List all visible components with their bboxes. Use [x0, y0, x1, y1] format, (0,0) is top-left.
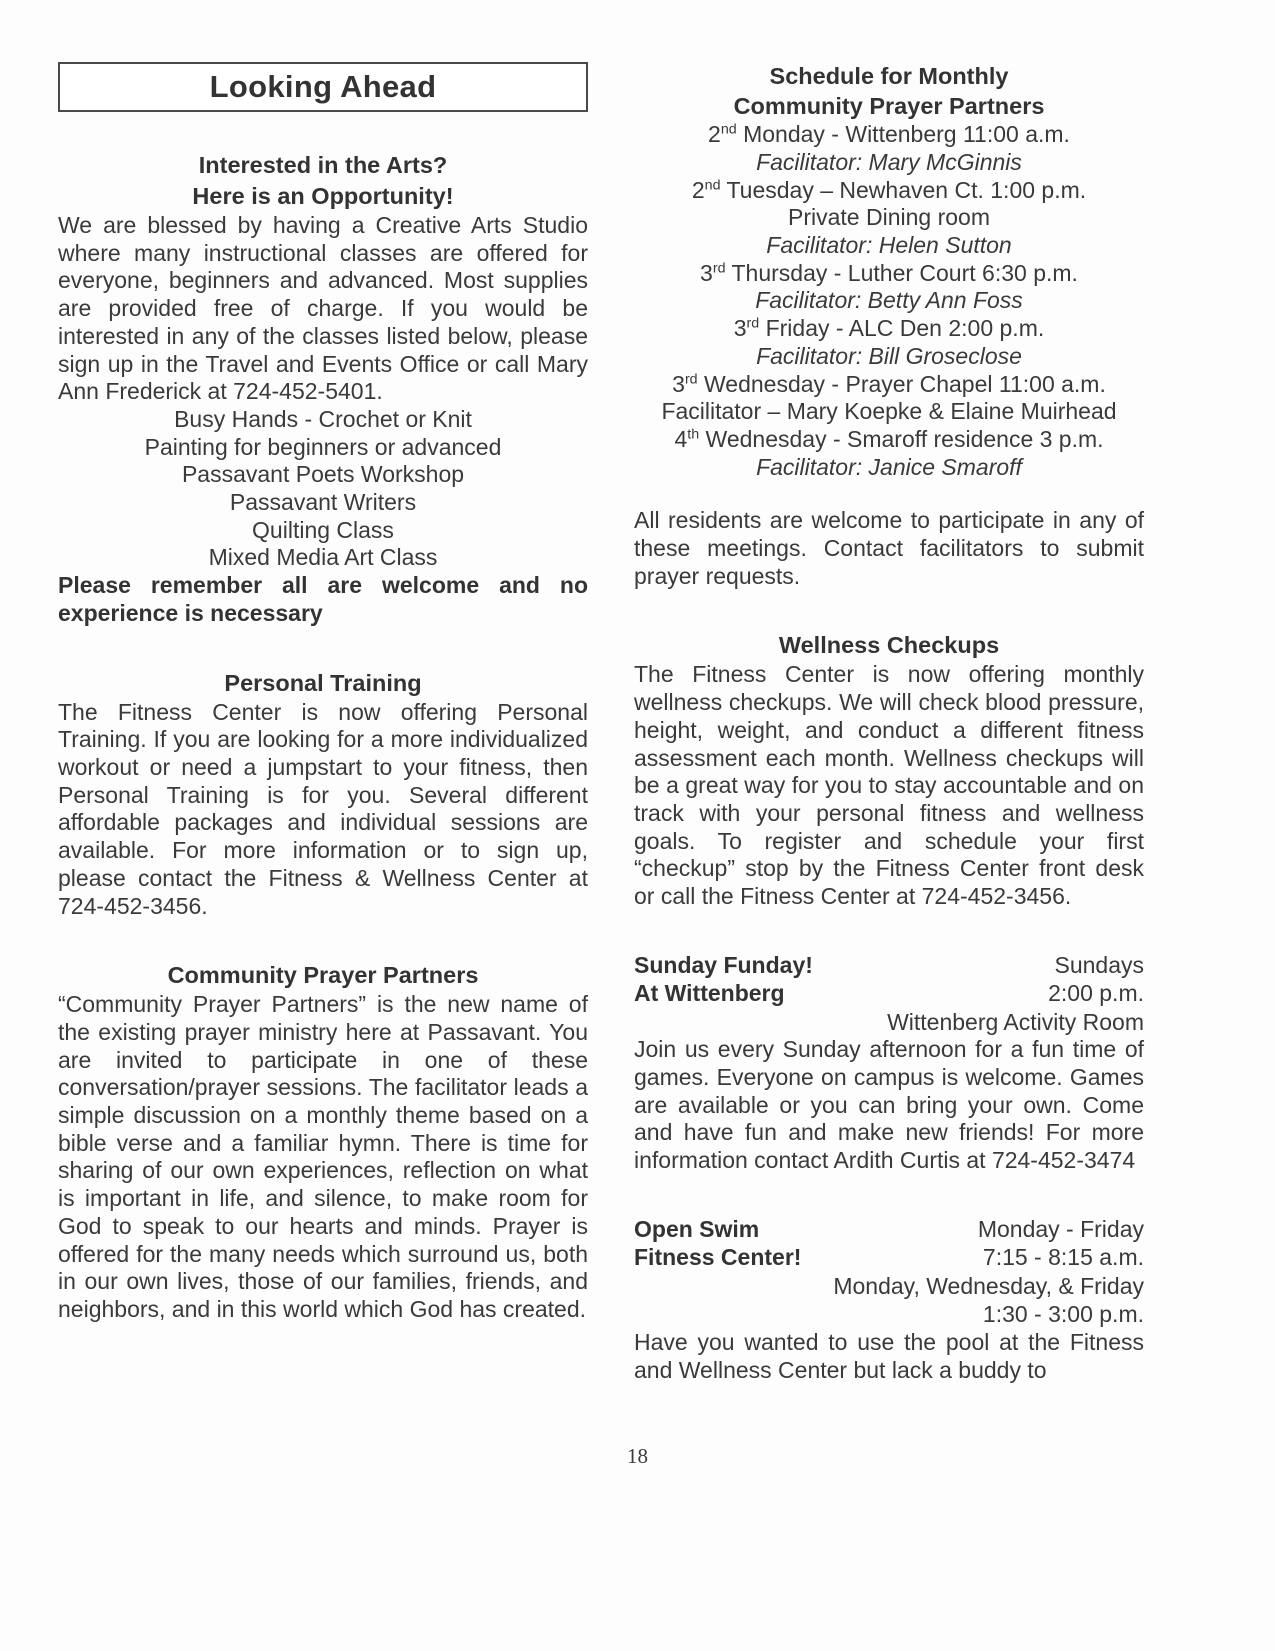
entry-text: Thursday - Luther Court 6:30 p.m. [725, 259, 1078, 286]
two-column-layout [0, 62, 1275, 1384]
sunday-funday-block [634, 951, 1144, 1037]
open-swim-days-1: Monday - Friday [977, 1215, 1144, 1242]
ordinal-number: 2 [691, 176, 705, 203]
schedule-entry-list [634, 121, 1144, 481]
list-item: Mixed Media Art Class [208, 544, 438, 571]
entry-text: Facilitator: Janice Smaroff [756, 453, 1022, 480]
spacer [58, 920, 588, 960]
entry-text: Monday - Wittenberg 11:00 a.m. [736, 121, 1070, 148]
arts-heading-line1: Interested in the Arts? [198, 152, 448, 178]
open-swim-row-1 [634, 1215, 1144, 1244]
ordinal-suffix: nd [720, 121, 737, 138]
spacer [634, 481, 1144, 507]
entry-text: Private Dining room [788, 204, 990, 231]
schedule-heading-line1: Schedule for Monthly [769, 63, 1009, 89]
entry-text: Facilitator: Helen Sutton [766, 232, 1012, 259]
sunday-funday-title-line1: Sunday Funday! [634, 951, 813, 978]
sunday-funday-title-line2: At Wittenberg [634, 980, 785, 1007]
open-swim-time-2: 1:30 - 3:00 p.m. [982, 1301, 1144, 1328]
arts-heading-line2: Here is an Opportunity! [192, 183, 454, 210]
schedule-entry [634, 315, 1144, 343]
left-column [58, 62, 588, 1384]
open-swim-days-2: Monday, Wednesday, & Friday [833, 1272, 1144, 1299]
arts-welcome-note: Please remember all are welcome and no experience is necessary [58, 572, 588, 626]
entry-text: Wednesday - Prayer Chapel 11:00 a.m. [697, 370, 1106, 397]
wellness-checkups-body: The Fitness Center is now offering monthly wellness checkups. We will check blood pressure, height, weight, and conduct a different fitness assessment each month. Wellness checkups will be a great way for you to stay accountable and on track with your personal fitness and wellness goals. To register and schedule your first “checkup” stop by the Fitness Center front desk or call the Fitness Center at 724-452-3456. [634, 661, 1144, 910]
sunday-funday-location: Wittenberg Activity Room [887, 1008, 1144, 1035]
schedule-heading [634, 62, 1144, 121]
entry-text: Tuesday – Newhaven Ct. 1:00 p.m. [720, 176, 1087, 203]
arts-heading [58, 150, 588, 212]
spacer [634, 911, 1144, 951]
schedule-heading-line2: Community Prayer Partners [733, 92, 1045, 119]
ordinal-number: 4 [674, 425, 688, 452]
schedule-note: All residents are welcome to participate in any of these meetings. Contact facilitators to submit prayer requests. [634, 507, 1144, 589]
wellness-checkups-heading: Wellness Checkups [778, 632, 1000, 659]
personal-training-heading: Personal Training [224, 669, 422, 696]
sunday-funday-time: 2:00 p.m. [1048, 980, 1144, 1007]
ordinal-number: 3 [672, 370, 685, 397]
ordinal-suffix: th [687, 426, 700, 443]
arts-body: We are blessed by having a Creative Arts Studio where many instructional classes are offered for everyone, beginners and advanced. Most supplies are provided free of charge. If you would be interested in any of the classes listed below, please sign up in the Travel and Events Office or call Mary Ann Frederick at 724-452-5401. [58, 212, 588, 405]
ordinal-number: 3 [700, 259, 713, 286]
schedule-entry [634, 149, 1144, 177]
open-swim-time-1: 7:15 - 8:15 a.m. [982, 1244, 1144, 1271]
list-item: Quilting Class [252, 516, 394, 543]
schedule-entry [634, 177, 1144, 205]
entry-text: Facilitator – Mary Koepke & Elaine Muirhead [661, 398, 1117, 425]
list-item: Passavant Writers [229, 489, 417, 516]
right-column [634, 62, 1144, 1384]
sunday-funday-row-1 [634, 951, 1144, 980]
ordinal-suffix: rd [746, 315, 760, 332]
list-item: Busy Hands - Crochet or Knit [174, 405, 472, 432]
page-title: Looking Ahead [209, 69, 437, 104]
ordinal-suffix: nd [704, 176, 721, 193]
community-prayer-partners-body: “Community Prayer Partners” is the new name of the existing prayer ministry here at Passavant. You are invited to participate in one of these conversation/prayer sessions. The facilitator leads a simple discussion on a monthly theme based on a bible verse and a familiar hymn. There is time for sharing of our own experiences, reflection on what is important in life, and silence, to make room for God to speak to our hearts and minds. Prayer is offered for the many needs which surround us, both in our own lives, those of our families, friends, and neighbors, and in this world which God has created. [58, 991, 588, 1322]
looking-ahead-banner [58, 62, 588, 112]
sunday-funday-body: Join us every Sunday afternoon for a fun time of games. Everyone on campus is welcome. Games are available or you can bring your own. Come and have fun and make new friends! For more information contact Ardith Curtis at 724-452-3474 [634, 1036, 1144, 1174]
arts-class-list [58, 406, 588, 572]
sunday-funday-row-2 [634, 979, 1144, 1008]
entry-text: Friday - ALC Den 2:00 p.m. [759, 315, 1045, 342]
entry-text: Facilitator: Bill Groseclose [756, 342, 1022, 369]
community-prayer-partners-heading: Community Prayer Partners [167, 962, 479, 989]
open-swim-body: Have you wanted to use the pool at the Fitness and Wellness Center but lack a buddy to [634, 1328, 1144, 1383]
schedule-entry [634, 426, 1144, 454]
open-swim-row-2 [634, 1243, 1144, 1272]
schedule-entry [634, 287, 1144, 315]
ordinal-suffix: rd [684, 370, 698, 387]
entry-text: Wednesday - Smaroff residence 3 p.m. [699, 425, 1104, 452]
ordinal-number: 2 [708, 121, 721, 148]
ordinal-suffix: rd [712, 260, 726, 277]
open-swim-block [634, 1215, 1144, 1329]
spacer [634, 590, 1144, 630]
schedule-entry [634, 398, 1144, 426]
sunday-funday-day: Sundays [1054, 951, 1144, 978]
schedule-entry [634, 121, 1144, 149]
list-item: Passavant Poets Workshop [181, 461, 465, 488]
personal-training-body: The Fitness Center is now offering Personal Training. If you are looking for a more individualized workout or need a jumpstart to your fitness, then Personal Training is for you. Several different affordable packages and individual sessions are available. For more information or to sign up, please contact the Fitness & Wellness Center at 724-452-3456. [58, 698, 588, 919]
schedule-entry [634, 454, 1144, 482]
schedule-entry [634, 371, 1144, 399]
schedule-entry [634, 260, 1144, 288]
schedule-entry [634, 204, 1144, 232]
spacer [634, 1175, 1144, 1215]
entry-text: Facilitator: Betty Ann Foss [755, 287, 1023, 314]
spacer [58, 628, 588, 668]
ordinal-number: 3 [733, 315, 747, 342]
page-number: 18 [627, 1444, 648, 1468]
entry-text: Facilitator: Mary McGinnis [756, 148, 1022, 175]
list-item: Painting for beginners or advanced [144, 433, 502, 460]
open-swim-title-line1: Open Swim [634, 1215, 760, 1242]
schedule-entry [634, 343, 1144, 371]
open-swim-title-line2: Fitness Center! [634, 1244, 802, 1271]
schedule-entry [634, 232, 1144, 260]
